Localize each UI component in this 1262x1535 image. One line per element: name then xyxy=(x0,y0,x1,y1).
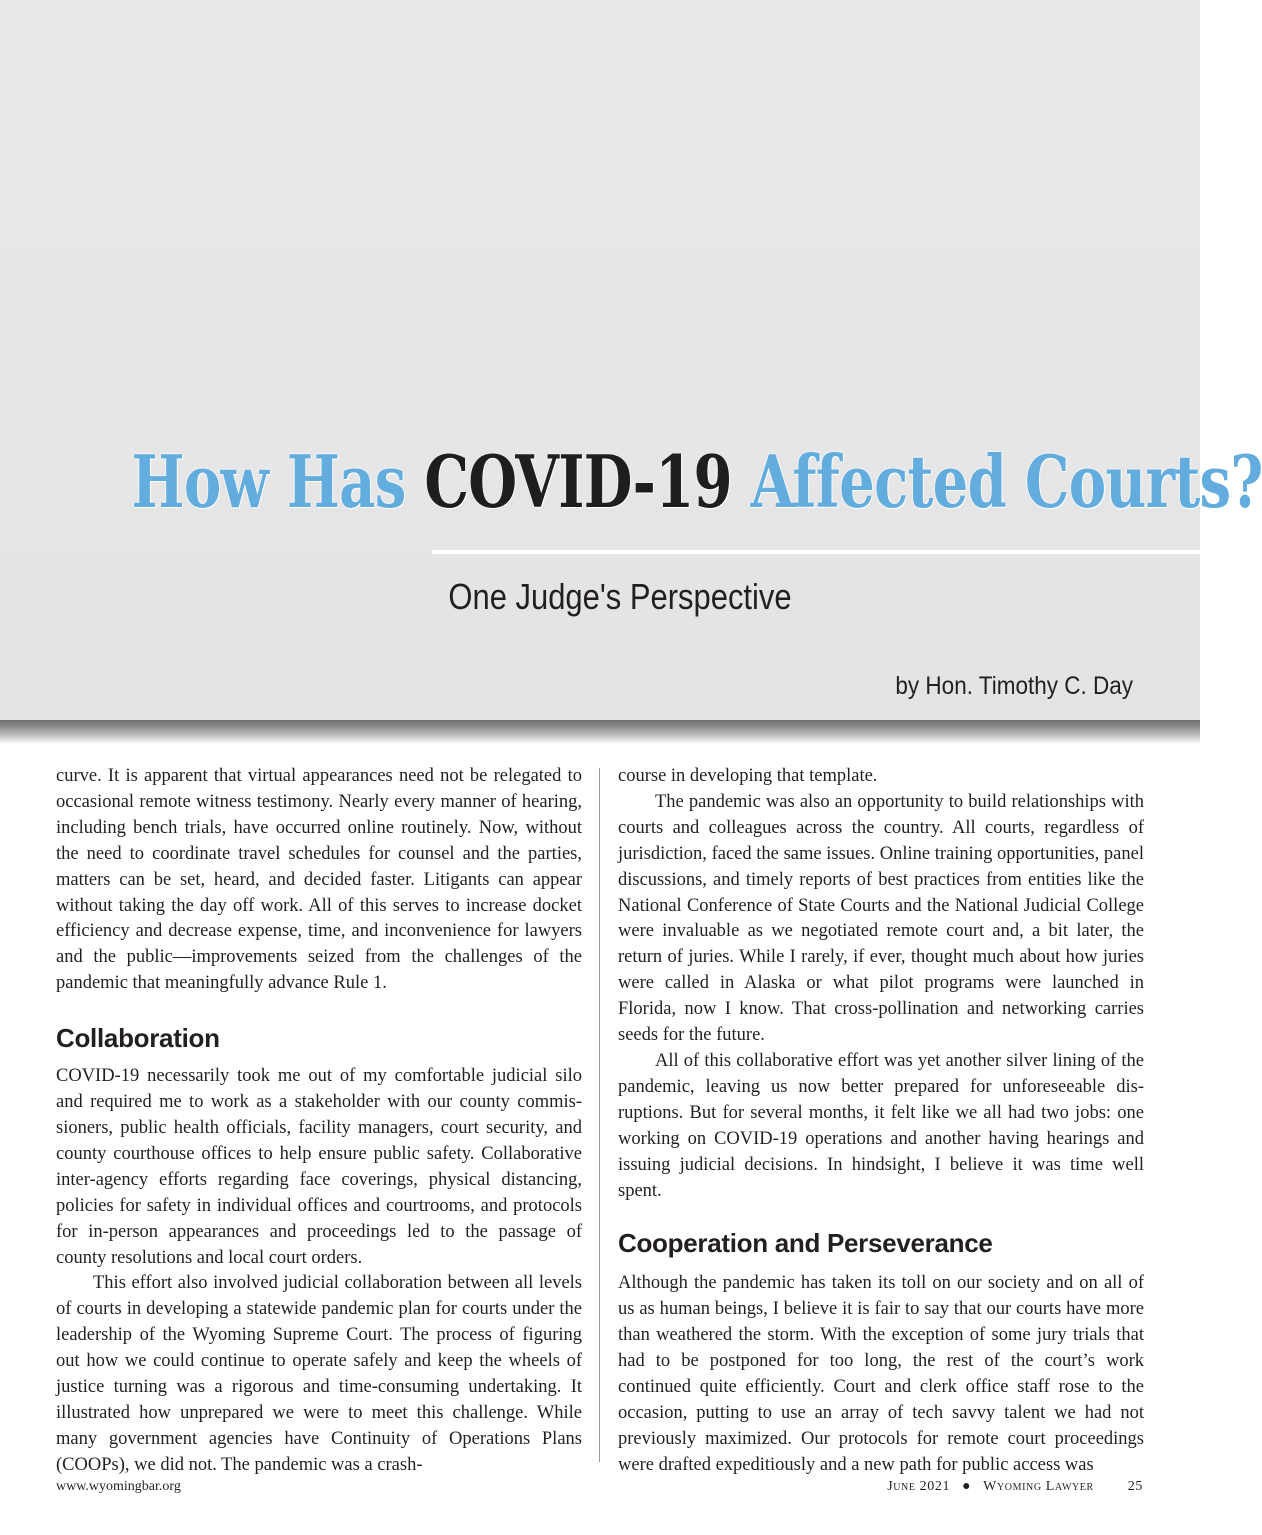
hero-shadow xyxy=(0,720,1200,744)
left-paragraph-1: curve. It is apparent that virtual appearances need not be relegated to occasional remote witness testimony. Nearly every manner of hearing, including bench trials, have occurred online routinely. Now, without the need to coordinate travel schedules for counsel and the parties, matters can be set, heard, and decided faster. Litigants can appear without taking the day off work. All of this serves to increase docket efficiency and decrease expense, time, and inconvenience for lawyers and the public—improvements seized from the challenges of the pandemic that meaningfully advance Rule 1. xyxy=(56,766,582,994)
left-column xyxy=(56,764,582,1479)
right-paragraph-1: course in developing that template. xyxy=(618,766,878,786)
article-title xyxy=(131,432,1262,532)
heading-collaboration: Collaboration xyxy=(56,1023,220,1054)
footer-page-number: 25 xyxy=(1127,1479,1143,1494)
column-divider xyxy=(599,768,600,1462)
footer-bullet-icon: ● xyxy=(962,1479,972,1494)
right-paragraph-2: The pandemic was also an opportunity to build relationships with courts and colleagues across the country. All courts, regardless of jurisdiction, faced the same issues. Online training opportunities, panel discussions, and timely reports of best practices from entities like the National Conference of State Courts and the National Judicial College were invaluable as we negotiated remote court and, a bit later, the return of juries. While I rarely, if ever, thought much about how juries were called in Alaska or what pilot programs were launched in Florida, now I know. That cross-pollination and networking carries seeds for the future. xyxy=(618,791,1144,1046)
footer-website[interactable]: www.wyomingbar.org xyxy=(56,1479,181,1494)
right-column xyxy=(618,764,1144,1479)
heading-cooperation-perseverance: Cooperation and Perseverance xyxy=(618,1228,993,1259)
title-part-2: COVID-19 xyxy=(424,439,732,524)
left-paragraph-2: COVID-19 necessarily took me out of my comfortable judicial silo and required me to work as a stakeholder with our county commissioners, public health officials, facility managers, court security, and county courthouse offices to help ensure public safety. Collaborative inter-agency efforts regarding face coverings, physical distancing, policies for safety in individual offices and courtrooms, and protocols for in-person appearances and proceedings led to the passage of county resolutions and local court orders. xyxy=(56,1066,582,1268)
article-subtitle: One Judge's Perspective xyxy=(448,576,792,617)
footer-publication: Wyoming Lawyer xyxy=(983,1479,1094,1494)
right-paragraph-3: All of this collaborative effort was yet another silver lining of the pandemic, leaving us now better prepared for unforeseeable disruptions. But for several months, it felt like we all had two jobs: one working on COVID-19 operations and another having hearings and issuing judicial decisions. In hindsight, I believe it was time well spent. xyxy=(618,1050,1144,1201)
right-paragraph-4: Although the pandemic has taken its toll on our society and on all of us as human beings, I believe it is fair to say that our courts have more than weathered the storm. With the exception of some jury trials that had to be postponed for too long, the rest of the court’s work continued quite efficiently. Court and clerk office staff rose to the occasion, putting to use an array of tech savvy talent we had not previously maximized. Our protocols for remote court proceedings were drafted expeditiously and a new path for public access was xyxy=(618,1273,1144,1475)
byline: by Hon. Timothy C. Day xyxy=(895,672,1133,700)
footer-issue-info xyxy=(887,1477,1143,1497)
title-rule xyxy=(432,550,1200,554)
title-part-3: Affected Courts? xyxy=(731,439,1262,524)
left-paragraph-3: This effort also involved judicial collaboration between all levels of courts in developing a statewide pandemic plan for courts under the leadership of the Wyoming Supreme Court. The process of figuring out how we could continue to operate safely and keep the wheels of justice turning was a rigorous and time-consuming undertaking. It illustrated how unprepared we were to meet this challenge. While many government agencies have Continuity of Operations Plans (COOPs), we did not. The pandemic was a crash- xyxy=(56,1273,582,1475)
footer-issue-date: June 2021 xyxy=(887,1479,951,1494)
title-part-1: How Has xyxy=(131,439,425,524)
